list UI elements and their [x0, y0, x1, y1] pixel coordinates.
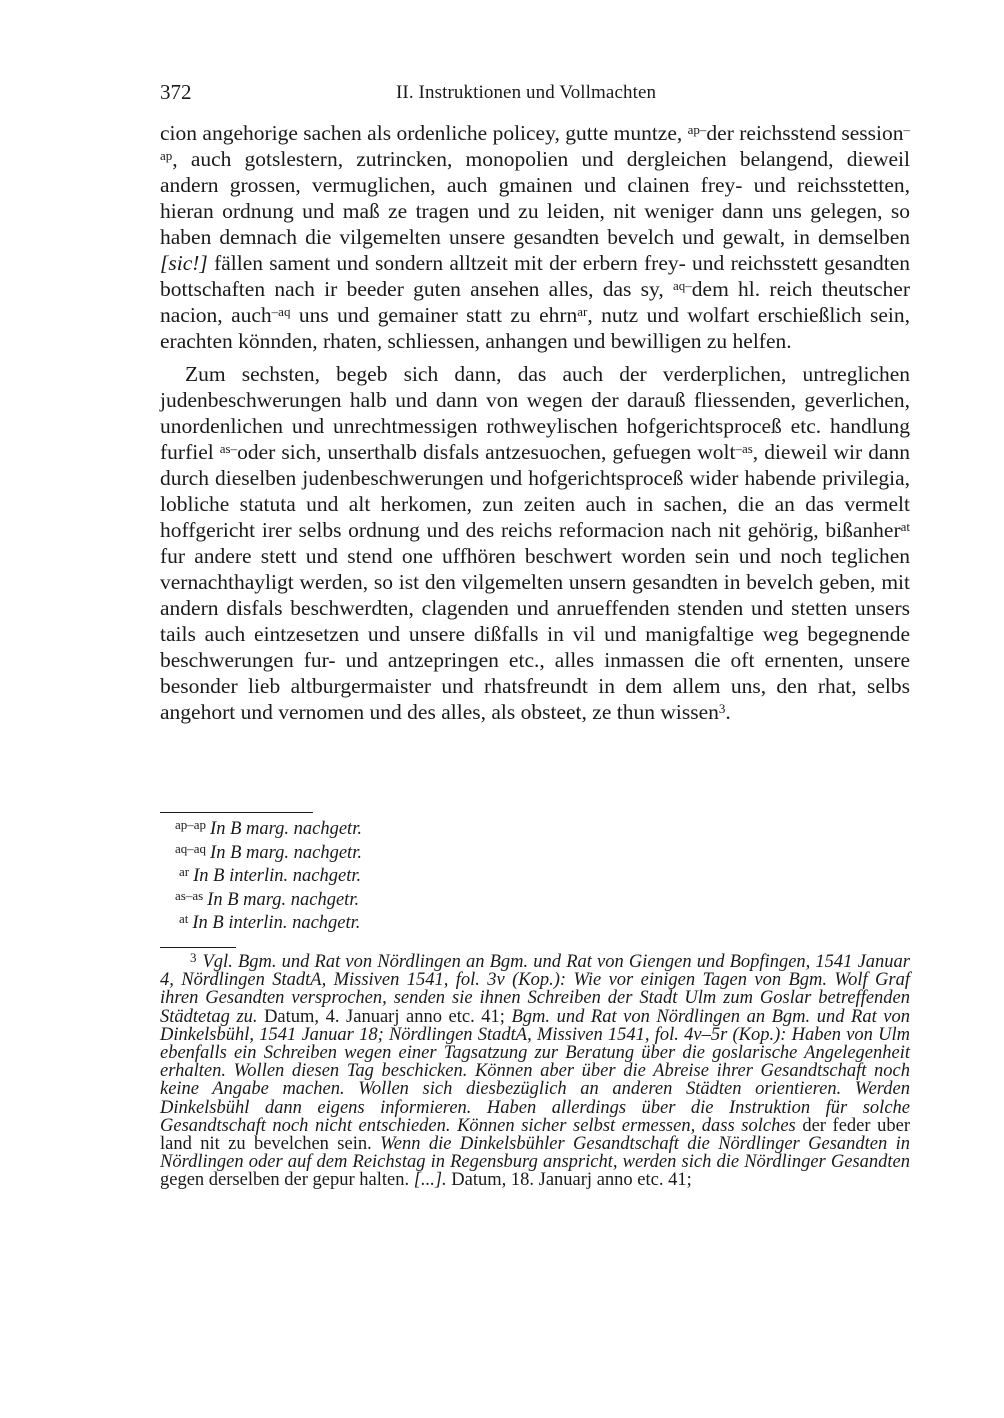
apparatus-marker: ar: [577, 304, 588, 319]
footnote-italic-run: Bgm. und Rat von Nördlingen an Bgm. und Rat von Dinkelsbühl, 1541 Januar 18; Nördlingen StadtA, Missiven 1541, fol. 4v–5r (Kop.): Haben von Ulm ebenfalls ein Schreiben wegen einer Tagsatzung zur Beratung über die goslarische Angelegenheit erhalten. Wollen diesen Tag beschicken. Können aber über die Abreise ihrer Gesandtschaft noch keine Angabe machen. Wollen sich diesbezüglich an anderen Städten orientieren. Werden Dinkelsbühl dann eigens informieren. Haben allerdings über die Instruktion für solche Gesandtschaft noch nicht entschieden. Können sicher selbst ermessen, dass solches: [160, 1006, 910, 1136]
footnote-italic-run: Vgl. Bgm. und Rat von Nördlingen an Bgm. und Rat von Giengen und Bopfingen, 1541 Januar 4, Nördlingen StadtA, Missiven 1541, fol. 3v (Kop.): Wie vor einigen Tagen von Bgm. Wolf Graf ihren Gesandten versprochen, senden sie ihnen Schreiben der Stadt Ulm zum Goslar betreffenden Städtetag zu.: [160, 952, 910, 1027]
footnote-roman-run: der feder uber land nit zu bevelchen sein.: [160, 1115, 910, 1155]
apparatus-entry: [175, 889, 575, 913]
footnote-italic-run: [...].: [413, 1170, 447, 1191]
footnote-text: [160, 950, 910, 1191]
paragraph-2: [160, 361, 910, 725]
apparatus-entry: [175, 842, 575, 866]
text-run: dem hl. reich theutscher nacion, auch: [160, 277, 911, 327]
apparatus-entry-marker: as–as: [175, 887, 204, 903]
apparatus-entry: [175, 912, 575, 936]
text-run: cion angehorige sachen als ordenliche policey, gutte muntze,: [160, 121, 688, 145]
page-number: 372: [160, 80, 192, 104]
main-text: [160, 120, 910, 725]
text-run: , dieweil wir dann durch dieselben judenbeschwerungen und hofgerichtsproceß wider habende privilegia, lobliche statuta und alt herkomen, zun zeiten auch in sachen, die an das vermelt hoffgericht irer selbs ordnung und des reichs reformacion nach nit gehörig, bißanher: [160, 440, 911, 542]
text-run: der reichsstend session: [706, 121, 904, 145]
footnote-3: [160, 950, 910, 1191]
apparatus-marker: –aq: [271, 304, 291, 319]
footnote-rule: [160, 947, 236, 948]
apparatus-rule: [160, 812, 313, 813]
apparatus-marker: aq–: [673, 278, 692, 293]
footnote-marker: 3: [190, 950, 197, 965]
editorial-sic: [sic!]: [160, 251, 208, 275]
apparatus-entry-marker: ar: [179, 864, 190, 879]
apparatus-entry-marker: aq–aq: [175, 840, 207, 856]
footnote-reference[interactable]: 3: [718, 701, 726, 716]
apparatus-marker: –ap: [160, 122, 910, 163]
apparatus-entry-note: In B interlin. nachgetr.: [193, 866, 362, 886]
footnote-roman-run: Datum, 18. Januarj anno etc. 41;: [446, 1170, 692, 1191]
text-run: oder sich, unserthalb disfals antzesuochen, gefuegen wolt: [237, 440, 736, 464]
apparatus-entry-note: In B interlin. nachgetr.: [192, 913, 361, 933]
footnote-roman-run: Datum, 4. Januarj anno etc. 41;: [257, 1006, 512, 1027]
critical-apparatus: [175, 818, 575, 936]
text-run: fur andere stett und stend one uffhören beschwert worden sein und noch teglichen vernachthayligt werden, so ist den vilgemelten unsern gesandten in bevelch geben, mit andern disfals beschwerdten, clagenden und anrueffenden stenden und stetten unsers tails auch eintzesetzen und unsere dißfalls in vil und manigfaltige weg begegnende beschwerungen fur- und antzepringen etc., alles inmassen die oft ernenten, unsere besonder lieb altburgermaister und rhatsfreundt in dem allem uns, den rhat, selbs angehort und vernomen und des alles, als obsteet, ze thun wissen: [160, 544, 910, 724]
footnote-italic-run: Wenn die Dinkelsbühler Gesandtschaft die Nördlinger Gesandten in Nördlingen oder auf dem Reichstag in Regensburg anspricht, werden sich die Nördlinger Gesandten: [160, 1134, 910, 1173]
footnote-roman-run: gegen derselben der gepur halten.: [160, 1170, 414, 1191]
text-run: Zum sechsten, begeb sich dann, das auch der verderplichen, untreglichen judenbeschwerungen halb und dann von wegen der darauß fliessenden, geverlichen, unordenlichen und unrechtmessigen rothweylischen hofgerichtsproceß etc. handlung furfiel: [160, 362, 910, 464]
apparatus-entry-note: In B marg. nachgetr.: [210, 842, 362, 863]
apparatus-entry: [175, 865, 575, 889]
apparatus-marker: –as: [735, 441, 753, 456]
text-run: , nutz und wolfart erschießlich sein, erachten könnden, rhaten, schliessen, anhangen und bewilligen zu helfen.: [160, 303, 910, 353]
apparatus-marker: as–: [219, 441, 238, 456]
paragraph-1: [160, 120, 910, 354]
text-run: uns und gemainer statt zu ehrn: [290, 303, 578, 327]
apparatus-entry-note: In B marg. nachgetr.: [207, 889, 360, 910]
apparatus-entry: [175, 818, 575, 842]
apparatus-entry-marker: at: [179, 911, 189, 926]
apparatus-marker: ap–: [687, 122, 707, 137]
apparatus-marker: at: [900, 519, 910, 534]
apparatus-entry-note: In B marg. nachgetr.: [210, 819, 362, 839]
running-head: II. Instruktionen und Vollmachten: [396, 82, 657, 103]
text-run: , auch gotslestern, zutrincken, monopolien und dergleichen belangend, dieweil andern grossen, vermuglichen, auch gmainen und clainen frey- und reichsstetten, hieran ordnung und maß ze tragen und zu leiden, nit weniger dann uns gelegen, so haben demnach die vilgemelten unsere gesandten bevelch und gewalt, in demselben: [160, 147, 910, 249]
apparatus-entry-marker: ap–ap: [175, 817, 207, 832]
text-run: .: [725, 700, 731, 724]
text-run: fällen sament und sondern alltzeit mit der erbern frey- und reichsstett gesandten bottschaften nach ir beeder guten ansehen alles, das sy,: [160, 251, 910, 301]
